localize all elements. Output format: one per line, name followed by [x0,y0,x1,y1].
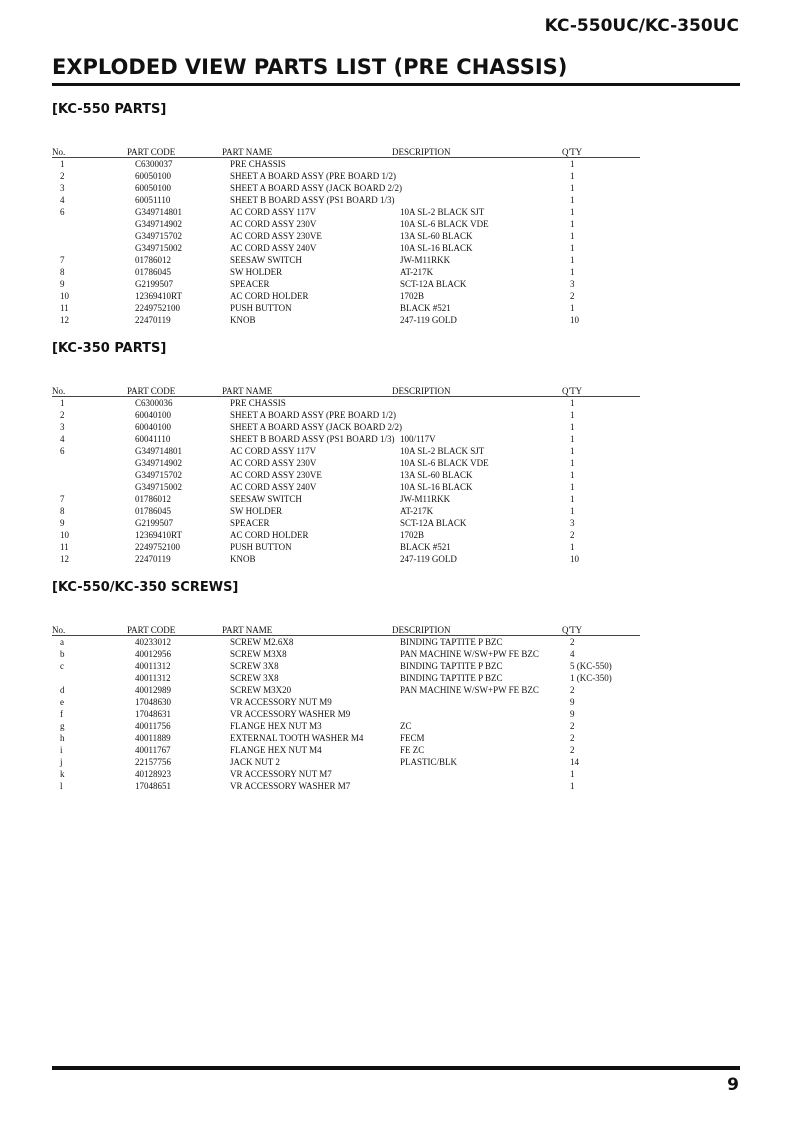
part-name-cell: SPEACER [230,518,270,528]
table-row [60,493,640,505]
quantity-cell: 2 [570,721,575,731]
part-name-cell: KNOB [230,315,256,325]
column-header-part-name: PART NAME [222,386,273,396]
table-row [60,720,640,732]
row-number-cell: 7 [60,255,65,265]
part-code-cell: 40012989 [135,685,171,695]
quantity-cell: 2 [570,745,575,755]
table-row [60,409,640,421]
table-row [60,158,640,170]
table-row [60,684,640,696]
part-name-cell: AC CORD ASSY 230V [230,219,317,229]
description-cell: JW-M11RKK [400,255,451,265]
description-cell: SCT-12A BLACK [400,279,467,289]
part-name-cell: JACK NUT 2 [230,757,280,767]
part-name-cell: SCREW M3X8 [230,649,287,659]
column-header-quantity: Q'TY [562,147,583,157]
part-code-cell: 40233012 [135,637,171,647]
table-row [60,780,640,792]
description-cell: 247-119 GOLD [400,554,457,564]
description-cell: BLACK #521 [400,303,451,313]
row-number-cell: 2 [60,410,65,420]
column-header-quantity: Q'TY [562,625,583,635]
part-code-cell: 12369410RT [135,530,182,540]
table-row [60,529,640,541]
description-cell: 10A SL-2 BLACK SJT [400,207,485,217]
description-cell: ZC [400,721,412,731]
row-number-cell: 4 [60,195,65,205]
quantity-cell: 1 [570,267,575,277]
part-name-cell: SHEET B BOARD ASSY (PS1 BOARD 1/3) [230,434,395,444]
column-header-part-name: PART NAME [222,147,273,157]
part-name-cell: AC CORD ASSY 240V [230,482,317,492]
part-name-cell: PRE CHASSIS [230,159,286,169]
quantity-cell: 1 [570,207,575,217]
table-row [60,768,640,780]
part-code-cell: 60040100 [135,410,171,420]
column-header-quantity: Q'TY [562,386,583,396]
part-code-cell: 40011889 [135,733,171,743]
table-row [60,194,640,206]
part-code-cell: 60040100 [135,422,171,432]
row-number-cell: e [60,697,64,707]
description-cell: 10A SL-6 BLACK VDE [400,458,489,468]
quantity-cell: 1 [570,781,575,791]
part-name-cell: VR ACCESSORY NUT M9 [230,697,332,707]
table-row [60,182,640,194]
quantity-cell: 4 [570,649,575,659]
description-cell: 13A SL-60 BLACK [400,470,473,480]
part-code-cell: G349714902 [135,458,182,468]
description-cell: AT-217K [400,506,434,516]
row-number-cell: c [60,661,64,671]
part-code-cell: 60050100 [135,171,171,181]
quantity-cell: 2 [570,685,575,695]
quantity-cell: 1 [570,195,575,205]
description-cell: 10A SL-16 BLACK [400,482,473,492]
description-cell: PAN MACHINE W/SW+PW FE BZC [400,649,539,659]
quantity-cell: 1 [570,470,575,480]
part-name-cell: VR ACCESSORY NUT M7 [230,769,332,779]
table-header [52,385,640,397]
part-code-cell: 01786012 [135,255,171,265]
quantity-cell: 1 [570,171,575,181]
part-code-cell: 22470119 [135,315,171,325]
quantity-cell: 9 [570,697,575,707]
table-row [60,517,640,529]
part-code-cell: G349715002 [135,482,182,492]
part-code-cell: 12369410RT [135,291,182,301]
table-row [60,648,640,660]
part-code-cell: 17048651 [135,781,171,791]
column-header-row-number: No. [52,147,66,157]
section-heading: [KC-550 PARTS] [52,102,167,117]
table-row [60,744,640,756]
column-header-row-number: No. [52,386,66,396]
table-row [60,230,640,242]
description-cell: BLACK #521 [400,542,451,552]
row-number-cell: 6 [60,207,65,217]
part-code-cell: 40128923 [135,769,171,779]
description-cell: 10A SL-2 BLACK SJT [400,446,485,456]
table-row [60,457,640,469]
quantity-cell: 5 (KC-550) [570,661,612,671]
row-number-cell: f [60,709,63,719]
quantity-cell: 1 [570,243,575,253]
row-number-cell: 8 [60,267,65,277]
part-code-cell: 22470119 [135,554,171,564]
part-name-cell: SEESAW SWITCH [230,494,302,504]
quantity-cell: 1 [570,458,575,468]
row-number-cell: 6 [60,446,65,456]
quantity-cell: 1 [570,482,575,492]
part-code-cell: 22157756 [135,757,171,767]
part-name-cell: AC CORD ASSY 230V [230,458,317,468]
title-rule [52,83,740,86]
row-number-cell: 3 [60,422,65,432]
row-number-cell: 1 [60,398,65,408]
row-number-cell: 12 [60,315,69,325]
quantity-cell: 1 [570,494,575,504]
description-cell: 10A SL-16 BLACK [400,243,473,253]
part-name-cell: AC CORD ASSY 230VE [230,470,322,480]
part-code-cell: 40011312 [135,661,171,671]
part-name-cell: SCREW M2.6X8 [230,637,294,647]
table-row [60,636,640,648]
row-number-cell: g [60,721,65,731]
row-number-cell: 11 [60,542,69,552]
description-cell: BINDING TAPTITE P BZC [400,673,503,683]
row-number-cell: d [60,685,65,695]
table-row [60,206,640,218]
row-number-cell: 7 [60,494,65,504]
part-name-cell: AC CORD ASSY 117V [230,446,317,456]
part-name-cell: PRE CHASSIS [230,398,286,408]
part-code-cell: 40011767 [135,745,171,755]
part-code-cell: 01786012 [135,494,171,504]
parts-table [52,385,640,565]
part-code-cell: 17048630 [135,697,171,707]
quantity-cell: 1 [570,434,575,444]
description-cell: 100/117V [400,434,436,444]
quantity-cell: 1 (KC-350) [570,673,612,683]
table-row [60,170,640,182]
quantity-cell: 10 [570,315,579,325]
part-name-cell: SEESAW SWITCH [230,255,302,265]
part-code-cell: G2199507 [135,279,173,289]
table-row [60,553,640,565]
description-cell: PAN MACHINE W/SW+PW FE BZC [400,685,539,695]
quantity-cell: 1 [570,410,575,420]
footer-rule [52,1066,740,1070]
row-number-cell: 10 [60,530,69,540]
table-row [60,660,640,672]
section-heading: [KC-350 PARTS] [52,341,167,356]
part-code-cell: 2249752100 [135,542,180,552]
quantity-cell: 9 [570,709,575,719]
description-cell: PLASTIC/BLK [400,757,458,767]
description-cell: 1702B [400,530,425,540]
part-name-cell: KNOB [230,554,256,564]
part-code-cell: 01786045 [135,506,171,516]
part-code-cell: C6300037 [135,159,173,169]
part-code-cell: G349714902 [135,219,182,229]
part-code-cell: G349715002 [135,243,182,253]
part-name-cell: SCREW 3X8 [230,673,279,683]
part-code-cell: 40012956 [135,649,171,659]
row-number-cell: b [60,649,65,659]
part-name-cell: SW HOLDER [230,506,283,516]
table-row [60,505,640,517]
page-title: EXPLODED VIEW PARTS LIST (PRE CHASSIS) [52,55,568,79]
part-code-cell: 17048631 [135,709,171,719]
table-row [60,302,640,314]
quantity-cell: 1 [570,506,575,516]
part-code-cell: G349715702 [135,231,182,241]
part-code-cell: 60041110 [135,434,171,444]
section-heading: [KC-550/KC-350 SCREWS] [52,580,239,595]
quantity-cell: 1 [570,231,575,241]
quantity-cell: 2 [570,291,575,301]
description-cell: JW-M11RKK [400,494,451,504]
column-header-part-code: PART CODE [127,625,176,635]
part-code-cell: 40011756 [135,721,171,731]
column-header-description: DESCRIPTION [392,147,451,157]
quantity-cell: 1 [570,219,575,229]
quantity-cell: 2 [570,733,575,743]
description-cell: BINDING TAPTITE P BZC [400,637,503,647]
column-header-part-name: PART NAME [222,625,273,635]
row-number-cell: 12 [60,554,69,564]
part-name-cell: SCREW M3X20 [230,685,292,695]
quantity-cell: 1 [570,769,575,779]
part-code-cell: 2249752100 [135,303,180,313]
description-cell: 13A SL-60 BLACK [400,231,473,241]
table-header [52,624,640,636]
part-code-cell: G2199507 [135,518,173,528]
row-number-cell: k [60,769,65,779]
table-row [60,708,640,720]
row-number-cell: 4 [60,434,65,444]
part-name-cell: VR ACCESSORY WASHER M9 [230,709,351,719]
part-code-cell: 40011312 [135,673,171,683]
part-code-cell: G349715702 [135,470,182,480]
table-row [60,278,640,290]
description-cell: 247-119 GOLD [400,315,457,325]
quantity-cell: 1 [570,398,575,408]
part-name-cell: SPEACER [230,279,270,289]
part-code-cell: 01786045 [135,267,171,277]
part-name-cell: AC CORD ASSY 230VE [230,231,322,241]
table-row [60,421,640,433]
table-row [60,756,640,768]
part-code-cell: G349714801 [135,446,182,456]
part-name-cell: AC CORD ASSY 117V [230,207,317,217]
quantity-cell: 3 [570,518,575,528]
table-row [60,672,640,684]
description-cell: FECM [400,733,425,743]
row-number-cell: i [60,745,63,755]
table-row [60,397,640,409]
column-header-part-code: PART CODE [127,147,176,157]
table-header [52,146,640,158]
row-number-cell: 11 [60,303,69,313]
row-number-cell: a [60,637,64,647]
part-name-cell: PUSH BUTTON [230,542,292,552]
table-row [60,254,640,266]
part-code-cell: 60051110 [135,195,171,205]
description-cell: 1702B [400,291,425,301]
page-number: 9 [727,1075,739,1095]
quantity-cell: 2 [570,530,575,540]
quantity-cell: 1 [570,255,575,265]
row-number-cell: l [60,781,63,791]
quantity-cell: 1 [570,159,575,169]
part-name-cell: VR ACCESSORY WASHER M7 [230,781,351,791]
part-name-cell: SHEET A BOARD ASSY (JACK BOARD 2/2) [230,183,403,193]
row-number-cell: 3 [60,183,65,193]
row-number-cell: 2 [60,171,65,181]
table-row [60,242,640,254]
table-row [60,218,640,230]
description-cell: FE ZC [400,745,425,755]
part-name-cell: SHEET B BOARD ASSY (PS1 BOARD 1/3) [230,195,395,205]
table-row [60,541,640,553]
part-code-cell: C6300036 [135,398,173,408]
quantity-cell: 10 [570,554,579,564]
part-code-cell: 60050100 [135,183,171,193]
part-name-cell: AC CORD HOLDER [230,530,309,540]
table-row [60,290,640,302]
column-header-description: DESCRIPTION [392,386,451,396]
row-number-cell: 9 [60,518,65,528]
parts-table [52,146,640,326]
part-name-cell: SHEET A BOARD ASSY (PRE BOARD 1/2) [230,171,397,181]
row-number-cell: 10 [60,291,69,301]
quantity-cell: 1 [570,183,575,193]
column-header-part-code: PART CODE [127,386,176,396]
part-name-cell: SHEET A BOARD ASSY (JACK BOARD 2/2) [230,422,403,432]
quantity-cell: 14 [570,757,579,767]
part-name-cell: FLANGE HEX NUT M3 [230,721,322,731]
row-number-cell: 9 [60,279,65,289]
row-number-cell: j [60,757,63,767]
description-cell: SCT-12A BLACK [400,518,467,528]
part-name-cell: SW HOLDER [230,267,283,277]
table-row [60,266,640,278]
table-row [60,469,640,481]
quantity-cell: 3 [570,279,575,289]
part-name-cell: SCREW 3X8 [230,661,279,671]
description-cell: AT-217K [400,267,434,277]
table-row [60,696,640,708]
part-name-cell: PUSH BUTTON [230,303,292,313]
row-number-cell: 8 [60,506,65,516]
row-number-cell: h [60,733,65,743]
quantity-cell: 1 [570,446,575,456]
part-code-cell: G349714801 [135,207,182,217]
table-row [60,732,640,744]
part-name-cell: SHEET A BOARD ASSY (PRE BOARD 1/2) [230,410,397,420]
part-name-cell: EXTERNAL TOOTH WASHER M4 [230,733,364,743]
quantity-cell: 2 [570,637,575,647]
part-name-cell: AC CORD HOLDER [230,291,309,301]
quantity-cell: 1 [570,542,575,552]
table-row [60,314,640,326]
part-name-cell: FLANGE HEX NUT M4 [230,745,322,755]
quantity-cell: 1 [570,422,575,432]
table-row [60,433,640,445]
description-cell: 10A SL-6 BLACK VDE [400,219,489,229]
table-row [60,445,640,457]
part-name-cell: AC CORD ASSY 240V [230,243,317,253]
description-cell: BINDING TAPTITE P BZC [400,661,503,671]
row-number-cell: 1 [60,159,65,169]
screws-table [52,624,640,792]
table-row [60,481,640,493]
quantity-cell: 1 [570,303,575,313]
column-header-row-number: No. [52,625,66,635]
column-header-description: DESCRIPTION [392,625,451,635]
model-header: KC-550UC/KC-350UC [544,16,739,36]
